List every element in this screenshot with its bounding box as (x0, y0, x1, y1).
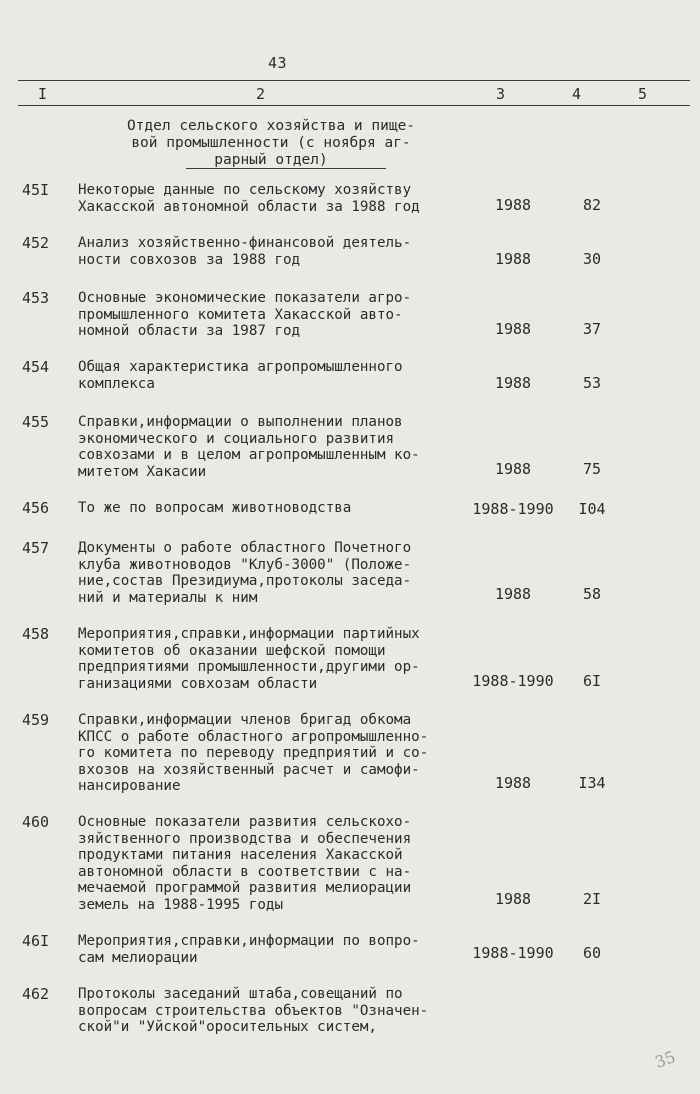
entry-number: 455 (22, 413, 50, 431)
table-header-rule (18, 105, 690, 106)
entry-sheets: 60 (582, 944, 602, 962)
entry-number: 454 (22, 358, 50, 376)
entry-title: Мероприятия,справки,информации партийных комитетов об оказании шефской помощи предприятиями промышленности,другими ор- ганизациями совхозам области (78, 626, 420, 692)
entry-dates: 1988 (494, 320, 532, 338)
section-heading-text: Отдел сельского хозяйства и пище- вой промышленности (с ноября аг- рарный отдел) (126, 118, 416, 168)
entry-dates: 1988 (494, 374, 532, 392)
entry-dates: 1988 (494, 196, 532, 214)
entry-sheets: 30 (582, 250, 602, 268)
entry-number: 452 (22, 234, 50, 252)
entry-number: 462 (22, 985, 50, 1003)
entry-title: Основные показатели развития сельскохо- зяйственного производства и обеспечения продуктами питания населения Хакасской автономной области в соответствии с на- мечаемой программой развития мелиорации земель на 1988-1995 годы (78, 814, 412, 913)
column-header-1: I (38, 85, 48, 103)
entry-number: 453 (22, 289, 50, 307)
entry-sheets: 53 (582, 374, 602, 392)
entry-title: Документы о работе областного Почетного клуба животноводов "Клуб-3000" (Положе- ние,состав Президиума,протоколы заседа- ний и материалы к ним (78, 540, 412, 606)
entry-dates: 1988-1990 (472, 672, 554, 690)
entry-number: 45I (22, 181, 50, 199)
section-heading-underline (186, 168, 386, 169)
page-number: 43 (268, 54, 288, 72)
entry-dates: 1988-1990 (472, 944, 554, 962)
section-heading (106, 118, 436, 169)
entry-title: То же по вопросам животноводства (78, 500, 352, 516)
entry-title: Общая характеристика агропромышленного комплекса (78, 359, 403, 392)
entry-sheets: 6I (582, 672, 602, 690)
entry-title: Основные экономические показатели агро- промышленного комитета Хакасской авто- номной области за 1987 год (78, 290, 412, 339)
entry-title: Анализ хозяйственно-финансовой деятель- ности совхозов за 1988 год (78, 235, 412, 268)
entry-dates: 1988 (494, 250, 532, 268)
entry-dates: 1988 (494, 585, 532, 603)
entry-sheets: I04 (578, 500, 606, 518)
entry-sheets: I34 (578, 774, 606, 792)
entry-sheets: 75 (582, 460, 602, 478)
entry-sheets: 58 (582, 585, 602, 603)
entry-number: 456 (22, 499, 50, 517)
entry-sheets: 2I (582, 890, 602, 908)
entry-title: Протоколы заседаний штаба,совещаний по вопросам строительства объектов "Означен- ской"и "Уйской"оросительных систем, (78, 986, 429, 1035)
entry-title: Некоторые данные по сельскому хозяйству Хакасской автономной области за 1988 год (78, 182, 420, 215)
table-top-rule (18, 80, 690, 81)
entry-title: Справки,информации членов бригад обкома КПСС о работе областного агропромышленно- го комитета по переводу предприятий и со- вхозов на хозяйственный расчет и самофи- нансирование (78, 712, 429, 794)
entry-number: 457 (22, 539, 50, 557)
entry-sheets: 37 (582, 320, 602, 338)
column-header-3: 3 (496, 85, 506, 103)
entry-dates: 1988-1990 (472, 500, 554, 518)
margin-pencil-note: 35 (652, 1047, 678, 1072)
entry-number: 459 (22, 711, 50, 729)
entry-dates: 1988 (494, 774, 532, 792)
column-header-2: 2 (256, 85, 266, 103)
entry-number: 458 (22, 625, 50, 643)
column-header-4: 4 (572, 85, 582, 103)
entry-title: Справки,информации о выполнении планов экономического и социального развития совхозами и в целом агропромышленным ко- митетом Хакасии (78, 414, 420, 480)
entry-dates: 1988 (494, 890, 532, 908)
entry-number: 46I (22, 932, 50, 950)
column-header-5: 5 (638, 85, 648, 103)
entry-dates: 1988 (494, 460, 532, 478)
entry-sheets: 82 (582, 196, 602, 214)
entry-number: 460 (22, 813, 50, 831)
entry-title: Мероприятия,справки,информации по вопро- сам мелиорации (78, 933, 420, 966)
